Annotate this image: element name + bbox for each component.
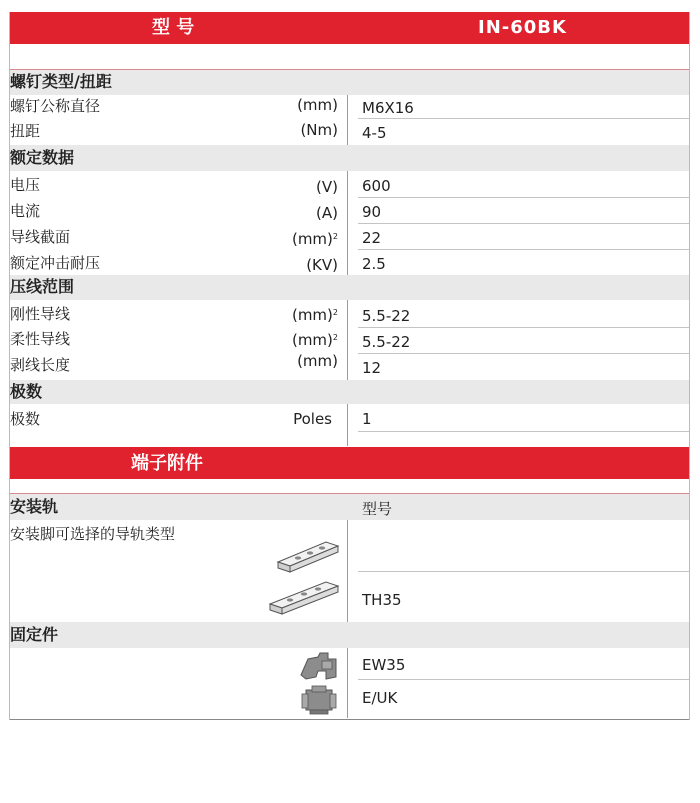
- row-unit: (A): [316, 204, 338, 222]
- row-value: 1: [362, 410, 372, 428]
- section-title-screw: 螺钉类型/扭距: [10, 72, 112, 91]
- table-bottom-line: [10, 719, 689, 720]
- row-label: 电流: [10, 202, 41, 220]
- row-unit: (V): [316, 178, 338, 196]
- section-title-rated: 额定数据: [10, 148, 75, 167]
- rail-model-label: 型号: [362, 500, 393, 518]
- unit-sup: 2: [332, 308, 338, 317]
- din-rail-icon: [266, 574, 344, 618]
- column-divider: [347, 95, 348, 145]
- section-header: [10, 275, 689, 300]
- row-value: 5.5-22: [362, 307, 411, 325]
- row-label: 剥线长度: [10, 356, 71, 374]
- column-divider: [347, 171, 348, 275]
- end-clamp-icon: [298, 684, 340, 716]
- accessories-bar: [10, 447, 689, 479]
- row-unit: [248, 306, 338, 324]
- row-divider: [358, 249, 689, 250]
- row-unit: [248, 331, 338, 349]
- row-label: 刚性导线: [10, 305, 71, 323]
- row-label: 扭距: [10, 122, 41, 140]
- row-value: 5.5-22: [362, 333, 411, 351]
- column-divider: [347, 300, 348, 380]
- row-divider: [358, 431, 689, 432]
- table-left-border: [9, 12, 10, 720]
- row-unit: (mm): [297, 96, 338, 114]
- row-value: 4-5: [362, 124, 387, 142]
- section-title-wiring: 压线范围: [10, 277, 75, 296]
- section-header: [10, 494, 689, 520]
- row-divider: [358, 197, 689, 198]
- rail-value: TH35: [362, 591, 402, 609]
- row-unit: Poles: [293, 410, 332, 428]
- section-title-fixing: 固定件: [10, 625, 59, 644]
- row-unit: (Nm): [300, 121, 338, 139]
- row-unit: [248, 230, 338, 248]
- row-unit: (mm): [297, 352, 338, 370]
- column-divider: [347, 648, 348, 718]
- row-divider: [358, 571, 689, 572]
- accessories-title: 端子附件: [131, 453, 203, 474]
- unit-sup: 2: [332, 232, 338, 241]
- row-label: 极数: [10, 410, 41, 428]
- column-divider: [347, 520, 348, 622]
- row-unit: (KV): [306, 256, 338, 274]
- row-divider: [358, 679, 689, 680]
- header-model-label: 型 号: [152, 17, 195, 38]
- header-bar: [10, 12, 689, 44]
- fixing-item: E/UK: [362, 689, 398, 707]
- row-divider: [358, 327, 689, 328]
- section-header: [10, 622, 689, 648]
- row-label: 螺钉公称直径: [10, 97, 101, 115]
- header-model-value: IN-60BK: [478, 17, 567, 38]
- section-title-poles: 极数: [10, 382, 43, 401]
- row-value: 2.5: [362, 255, 386, 273]
- section-title-rail: 安装轨: [10, 497, 59, 516]
- row-value: 600: [362, 177, 391, 195]
- unit-text: (mm): [291, 306, 333, 324]
- unit-text: (mm): [291, 331, 333, 349]
- row-value: M6X16: [362, 99, 414, 117]
- row-divider: [358, 223, 689, 224]
- din-rail-icon: [274, 536, 344, 576]
- row-divider: [358, 353, 689, 354]
- unit-sup: 2: [332, 333, 338, 342]
- row-label: 导线截面: [10, 228, 71, 246]
- row-label: 柔性导线: [10, 330, 71, 348]
- column-divider: [347, 404, 348, 446]
- fixing-item: EW35: [362, 656, 406, 674]
- unit-text: (mm): [291, 230, 333, 248]
- row-value: 90: [362, 203, 382, 221]
- row-label: 电压: [10, 176, 41, 194]
- row-value: 22: [362, 229, 382, 247]
- rail-desc: 安装脚可选择的导轨类型: [10, 525, 176, 543]
- section-header: [10, 145, 689, 171]
- section-header: [10, 380, 689, 404]
- end-stop-icon: [298, 651, 340, 681]
- row-divider: [358, 118, 689, 119]
- table-right-border: [689, 12, 690, 720]
- row-label: 额定冲击耐压: [10, 254, 101, 272]
- row-value: 12: [362, 359, 382, 377]
